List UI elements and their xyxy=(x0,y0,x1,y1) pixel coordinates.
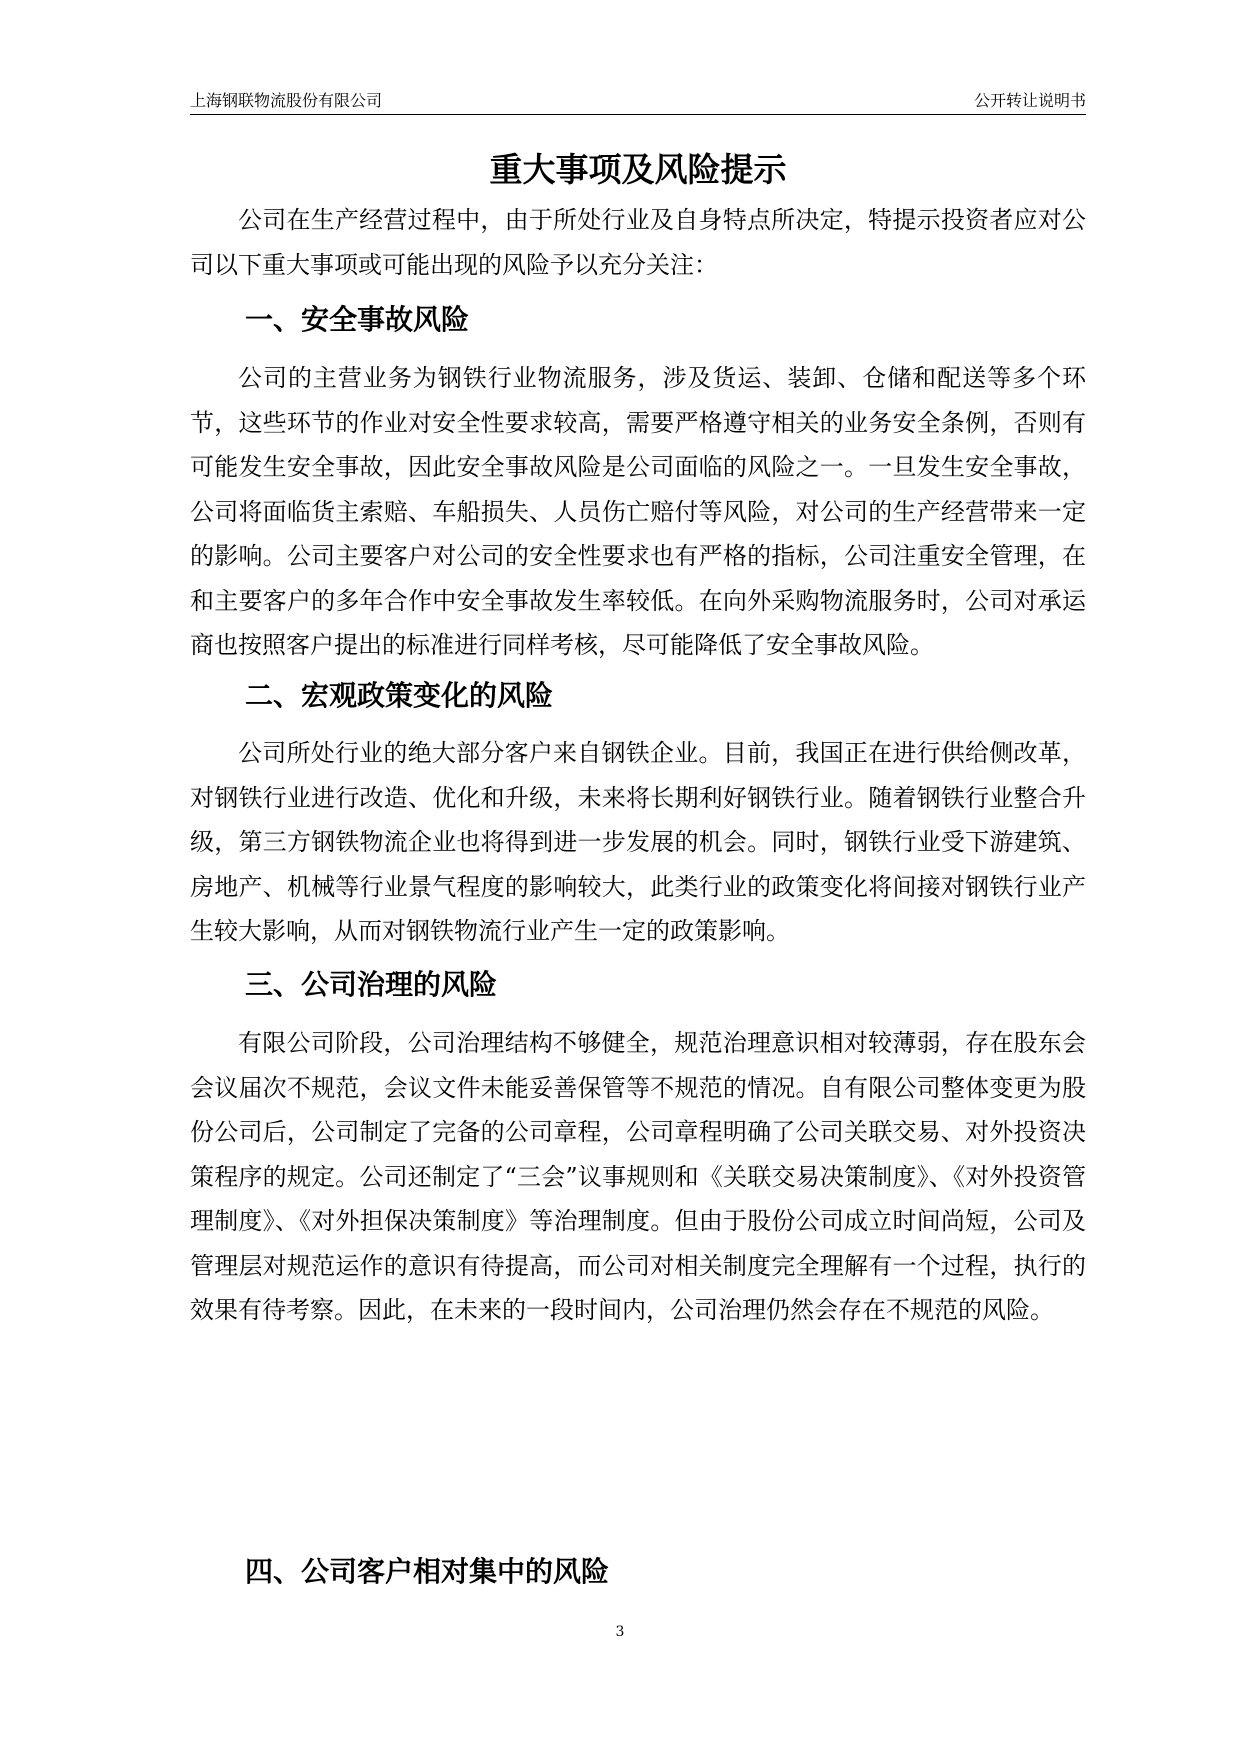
section-body-3: 有限公司阶段，公司治理结构不够健全，规范治理意识相对较薄弱，存在股东会会议届次不规范，会议文件未能妥善保管等不规范的情况。自有限公司整体变更为股份公司后，公司制定了完备的公司章程，公司章程明确了公司关联交易、对外投资决策程序的规定。公司还制定了“三会”议事规则和《关联交易决策制度》、《对外投资管理制度》、《对外担保决策制度》等治理制度。但由于股份公司成立时间尚短，公司及管理层对规范运作的意识有待提高，而公司对相关制度完全理解有一个过程，执行的效果有待考察。因此，在未来的一段时间内，公司治理仍然会存在不规范的风险。 xyxy=(190,1029,1086,1324)
section-heading-4: 四、公司客户相对集中的风险 xyxy=(245,1555,610,1588)
page-title: 重大事项及风险提示 xyxy=(489,150,787,189)
page-header xyxy=(190,84,1086,115)
header-company: 上海钢联物流股份有限公司 xyxy=(190,91,383,110)
intro-paragraph: 公司在生产经营过程中，由于所处行业及自身特点所决定，特提示投资者应对公司以下重大事项或可能出现的风险予以充分关注： xyxy=(190,206,1086,279)
header-doc-type: 公开转让说明书 xyxy=(973,91,1086,110)
section-body-2: 公司所处行业的绝大部分客户来自钢铁企业。目前，我国正在进行供给侧改革，对钢铁行业进行改造、优化和升级，未来将长期利好钢铁行业。随着钢铁行业整合升级，第三方钢铁物流企业也将得到进一步发展的机会。同时，钢铁行业受下游建筑、房地产、机械等行业景气程度的影响较大，此类行业的政策变化将间接对钢铁行业产生较大影响，从而对钢铁物流行业产生一定的政策影响。 xyxy=(190,739,1086,945)
section-heading-2: 二、宏观政策变化的风险 xyxy=(245,679,554,712)
page-number: 3 xyxy=(615,1624,625,1640)
section-heading-1: 一、安全事故风险 xyxy=(245,303,470,336)
section-body-1: 公司的主营业务为钢铁行业物流服务，涉及货运、装卸、仓储和配送等多个环节，这些环节的作业对安全性要求较高，需要严格遵守相关的业务安全条例，否则有可能发生安全事故，因此安全事故风险是公司面临的风险之一。一旦发生安全事故，公司将面临货主索赔、车船损失、人员伤亡赔付等风险，对公司的生产经营带来一定的影响。公司主要客户对公司的安全性要求也有严格的指标，公司注重安全管理，在和主要客户的多年合作中安全事故发生率较低。在向外采购物流服务时，公司对承运商也按照客户提出的标准进行同样考核，尽可能降低了安全事故风险。 xyxy=(190,364,1086,659)
section-heading-3: 三、公司治理的风险 xyxy=(245,968,498,1001)
